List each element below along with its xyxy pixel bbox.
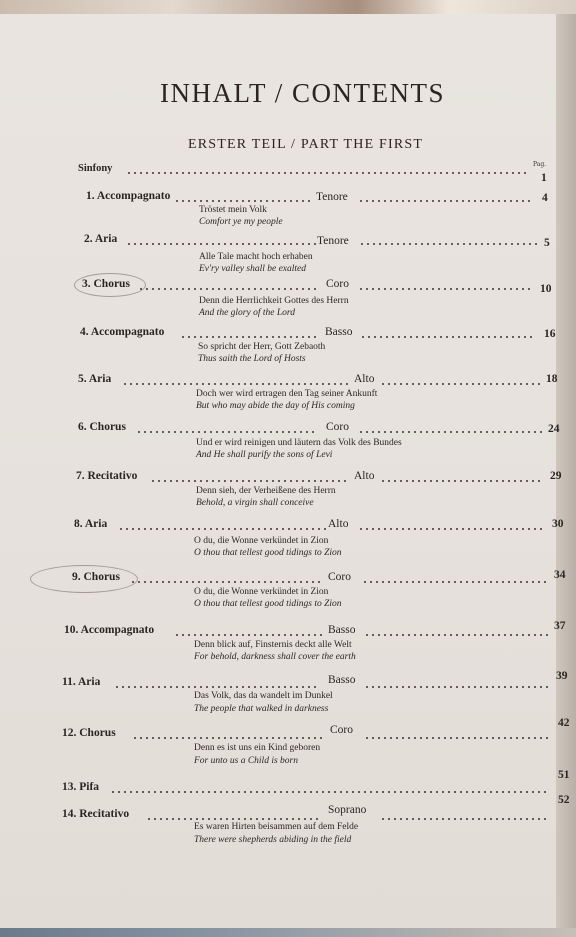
entry-voice: Soprano (328, 804, 367, 816)
english-incipit: And He shall purify the sons of Levi (196, 450, 333, 460)
toc-entry-6 (78, 421, 562, 437)
entry-number: 1. (86, 190, 97, 202)
entry-voice: Coro (326, 278, 349, 290)
leader-dots (138, 288, 318, 290)
entry-page: 24 (548, 423, 560, 435)
leader-dots (358, 200, 532, 202)
toc-entry-5 (78, 373, 560, 389)
leader-dots (114, 686, 320, 688)
entry-number: 5. (78, 373, 89, 385)
leader-dots (146, 818, 322, 820)
entry-number: 3. (82, 278, 94, 290)
entry-title: Recitativo (87, 470, 138, 482)
entry-page: 51 (558, 769, 570, 781)
leader-dots (126, 172, 526, 174)
entry-title: Aria (84, 518, 108, 530)
entry-number: 9. (72, 571, 84, 583)
entry-title: Chorus (93, 278, 130, 290)
entry-number: 4. (80, 326, 91, 338)
entry-page: 39 (556, 670, 568, 682)
entry-number: 8. (74, 518, 85, 530)
german-incipit: Denn es ist uns ein Kind geboren (194, 743, 321, 753)
leader-dots (362, 581, 546, 583)
english-incipit: There were shepherds abiding in the field (194, 835, 352, 845)
entry-number: 11. (62, 676, 78, 688)
leader-dots (364, 634, 548, 636)
leader-dots (380, 480, 540, 482)
leader-dots (358, 528, 546, 530)
german-incipit: Und er wird reinigen und läutern das Volk des Bundes (196, 438, 402, 448)
toc-entry-4 (80, 326, 556, 342)
entry-title: Sinfony (78, 163, 113, 174)
leader-dots (150, 480, 346, 482)
english-incipit: Ev'ry valley shall be exalted (199, 264, 307, 274)
page-title: INHALT / CONTENTS (160, 78, 446, 108)
leader-dots (359, 243, 539, 245)
entry-page: 37 (554, 620, 566, 632)
entry-title: Pifa (79, 781, 100, 793)
english-incipit: Behold, a virgin shall conceive (196, 498, 314, 508)
german-incipit: Es waren Hirten beisammen auf dem Felde (194, 822, 359, 832)
entry-title: Chorus (89, 421, 126, 433)
entry-page: 18 (546, 373, 558, 385)
german-incipit: Das Volk, das da wandelt im Dunkel (194, 691, 333, 701)
entry-page: 16 (544, 328, 556, 340)
leader-dots (136, 431, 316, 433)
toc-entry-13 (62, 769, 574, 797)
leader-dots (380, 383, 540, 385)
entry-title: Aria (77, 676, 101, 688)
entry-page: 30 (552, 518, 564, 530)
entry-page: 10 (540, 283, 552, 295)
entry-title: Chorus (83, 571, 120, 583)
leader-dots (358, 288, 534, 290)
toc-entry-12 (62, 717, 574, 743)
toc-entry-9 (72, 571, 568, 587)
entry-title: Recitativo (79, 808, 130, 820)
leader-dots (364, 686, 550, 688)
entry-page: 5 (544, 237, 550, 249)
german-incipit: O du, die Wonne verkündet in Zion (194, 536, 329, 546)
toc-entry-11 (62, 670, 572, 692)
entry-title: Aria (88, 373, 112, 385)
entry-number: 6. (78, 421, 90, 433)
entry-number: 14. (62, 808, 80, 820)
entry-number: 7. (76, 470, 88, 482)
german-incipit: Doch wer wird ertragen den Tag seiner Ankunft (196, 389, 378, 399)
entry-page: 52 (558, 794, 570, 806)
entry-voice: Tenore (316, 191, 348, 203)
entry-page: 34 (554, 569, 566, 581)
leader-dots (360, 336, 536, 338)
english-incipit: For behold, darkness shall cover the earth (194, 652, 356, 662)
toc-entry-3 (82, 278, 554, 294)
english-incipit: The people that walked in darkness (194, 704, 329, 714)
leader-dots (110, 791, 550, 793)
english-incipit: But who may abide the day of His coming (196, 401, 355, 411)
entry-voice: Alto (354, 373, 375, 385)
entry-page: 1 (541, 172, 547, 184)
german-incipit: Denn blick auf, Finsternis deckt alle Welt (194, 640, 352, 650)
toc-entry-2 (84, 233, 552, 249)
german-incipit: O du, die Wonne verkündet in Zion (194, 587, 329, 597)
toc-entry-1 (86, 190, 552, 206)
entry-title: Chorus (79, 727, 116, 739)
toc-entry-sinfony (78, 162, 552, 184)
entry-title: Accompagnato (90, 326, 165, 338)
leader-dots (174, 200, 314, 202)
leader-dots (130, 581, 320, 583)
background-strip-bottom (0, 928, 576, 937)
page-column-label: Pag. (533, 161, 547, 168)
english-incipit: O thou that tellest good tidings to Zion (194, 599, 342, 609)
entry-voice: Coro (330, 724, 353, 736)
german-incipit: Denn sieh, der Verheißene des Herrn (196, 486, 336, 496)
leader-dots (380, 818, 548, 820)
entry-number: 12. (62, 727, 80, 739)
german-incipit: Tröstet mein Volk (199, 205, 267, 215)
entry-page: 42 (558, 717, 570, 729)
english-incipit: Thus saith the Lord of Hosts (198, 354, 306, 364)
entry-voice: Alto (328, 518, 349, 530)
entry-title: Aria (94, 233, 118, 245)
leader-dots (180, 336, 318, 338)
toc-entry-10 (64, 620, 570, 640)
english-incipit: Comfort ye my people (199, 217, 283, 227)
entry-voice: Alto (354, 470, 375, 482)
english-incipit: O thou that tellest good tidings to Zion (194, 548, 342, 558)
toc-entry-7 (76, 470, 564, 486)
leader-dots (358, 431, 542, 433)
leader-dots (118, 528, 326, 530)
entry-number: 10. (64, 624, 81, 636)
entry-voice: Basso (328, 624, 356, 636)
entry-title: Accompagnato (80, 624, 155, 636)
entry-number: 2. (84, 233, 95, 245)
entry-title: Accompagnato (96, 190, 171, 202)
leader-dots (132, 737, 322, 739)
leader-dots (364, 737, 552, 739)
entry-number: 13. (62, 781, 80, 793)
entry-page: 4 (542, 192, 548, 204)
entry-voice: Tenore (317, 235, 349, 247)
german-incipit: Denn die Herrlichkeit Gottes des Herrn (199, 296, 349, 306)
entry-voice: Coro (326, 421, 349, 433)
german-incipit: Alle Tale macht hoch erhaben (199, 252, 313, 262)
leader-dots (174, 634, 324, 636)
toc-entry-8 (74, 518, 566, 534)
part-title: ERSTER TEIL / PART THE FIRST (188, 137, 424, 152)
leader-dots (122, 383, 348, 385)
english-incipit: For unto us a Child is born (194, 756, 298, 766)
leader-dots (126, 243, 316, 245)
entry-voice: Basso (328, 674, 356, 686)
entry-voice: Basso (325, 326, 353, 338)
entry-voice: Coro (328, 571, 351, 583)
english-incipit: And the glory of the Lord (199, 308, 295, 318)
entry-page: 29 (550, 470, 562, 482)
german-incipit: So spricht der Herr, Gott Zebaoth (198, 342, 326, 352)
